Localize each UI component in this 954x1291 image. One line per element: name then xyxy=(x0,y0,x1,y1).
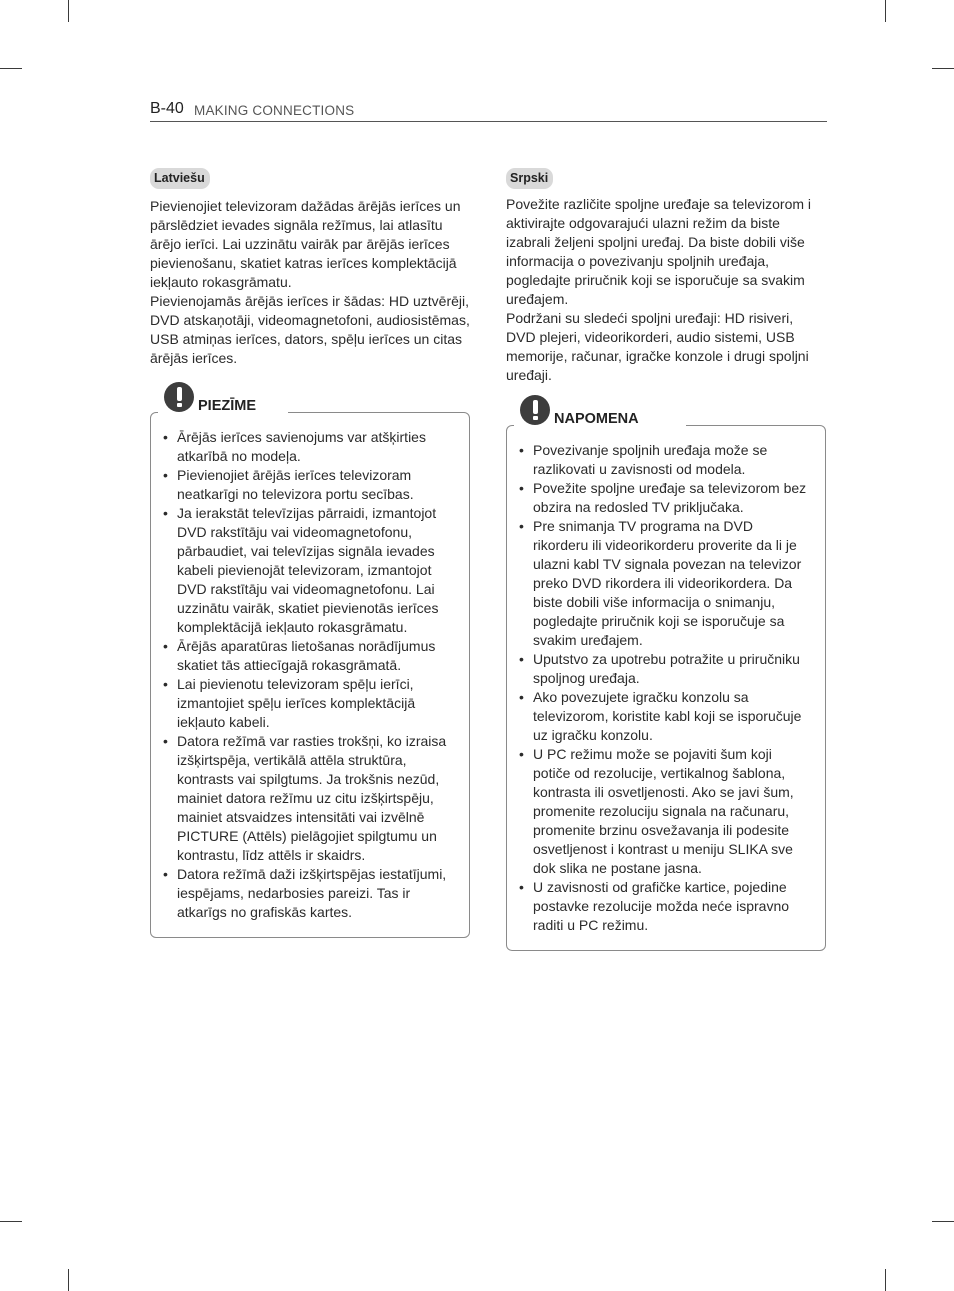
list-item: • Ārējās aparatūras lietošanas norādījumus skatiet tās attiecīgajā rokasgrāmatā. xyxy=(163,638,436,673)
note-title: NAPOMENA xyxy=(554,411,639,427)
crop-mark-bottom-left-h xyxy=(0,1221,22,1222)
note-list xyxy=(150,428,470,938)
list-item: • Datora režīmā var rasties trokšņi, ko izraisa izšķirtspēja, vertikālā attēla struktūra, kontrasts vai spilgtums. Ja trokšnis nezūd, mainiet datora režīmu uz citu izšķirtspēju, mainiet atsvaidzes intensitāti vai izvēlnē PICTURE (Attēls) pielāgojiet spilgtumu un kontrastu, līdz attēls ir skaidrs. xyxy=(163,733,447,863)
list-item: • U PC režimu može se pojaviti šum koji potiče od rezolucije, vertikalnog šablona, kontrasta ili osvetljenosti. Ako se javi šum, promenite rezoluciju signala na računaru, promenite brzinu osvežavanja ili podesite osvetljenost i kontrast u meniju SLIKA sve dok slika ne postane jasna. xyxy=(519,746,794,876)
page-header xyxy=(150,99,827,122)
list-item: • U zavisnosti od grafičke kartice, pojedine postavke rezolucije možda neće ispravno raditi u PC režimu. xyxy=(519,879,790,933)
list-item: • Povezivanje spoljnih uređaja može se razlikovati u zavisnosti od modela. xyxy=(519,442,768,477)
note-title: PIEZĪME xyxy=(198,398,257,414)
section-title: MAKING CONNECTIONS xyxy=(194,103,355,118)
column-latvian xyxy=(150,168,470,938)
crop-mark-top-right-v xyxy=(885,0,886,22)
note-box xyxy=(506,395,826,951)
crop-mark-bottom-right-v xyxy=(885,1269,886,1291)
devices-paragraph: Podržani su sledeći spoljni uređaji: HD risiveri, DVD plejeri, videorikorderi, audio sistemi, USB memorije, računar, igračke konzole i drugi spoljni uređaji. xyxy=(506,310,809,383)
intro-paragraph: Pievienojiet televizoram dažādas ārējās ierīces un pārslēdziet ievades signāla režīmus, lai atlasītu ārējo ierīci. Lai uzzinātu vairāk par ārējās ierīces pievienošanu, skatiet katras ierīces komplektācijā iekļauto rokasgrāmatu. xyxy=(150,198,461,290)
list-item: • Pievienojiet ārējās ierīces televizoram neatkarīgi no televizora portu secības. xyxy=(163,467,414,502)
crop-mark-top-left-h xyxy=(0,68,22,69)
note-box xyxy=(150,382,470,938)
list-item: • Ako povezujete igračku konzolu sa televizorom, koristite kabl koji se isporučuje uz igračku konzolu. xyxy=(519,689,802,743)
language-badge: Latviešu xyxy=(150,168,210,189)
list-item: • Datora režīmā daži izšķirtspējas iestatījumi, iespējams, nedarbosies pareizi. Tas ir atkarīgs no grafiskās kartes. xyxy=(163,866,447,920)
list-item: • Povežite spoljne uređaje sa televizorom bez obzira na redosled TV priključaka. xyxy=(519,480,807,515)
column-serbian xyxy=(506,168,826,951)
exclamation-icon xyxy=(520,395,550,425)
list-item: • Ja ierakstāt televīzijas pārraidi, izmantojot DVD rakstītāju vai videomagnetofonu, pārbaudiet, vai televīzijas signāla ievades kabeli pievienojāt televizoram, izmantojot DVD rakstītāju vai videomagnetofonu. Lai uzzinātu vairāk, skatiet pievienotās ierīces komplektācijā iekļauto rokasgrāmatu. xyxy=(163,505,439,635)
list-item: • Ārējās ierīces savienojums var atšķirties atkarībā no modeļa. xyxy=(163,429,426,464)
crop-mark-top-right-h xyxy=(932,68,954,69)
note-header xyxy=(506,395,826,441)
exclamation-icon xyxy=(164,382,194,412)
note-header xyxy=(150,382,470,428)
intro-paragraph: Povežite različite spoljne uređaje sa televizorom i aktivirajte odgovarajući ulazni režim da biste izabrali željeni spoljni uređaj. Da biste dobili više informacija o povezivanju spoljnih uređaja, pogledajte priručnik koji se isporučuje sa svakim uređajem. xyxy=(506,196,812,307)
note-list xyxy=(506,441,826,951)
devices-paragraph: Pievienojamās ārējās ierīces ir šādas: HD uztvērēji, DVD atskaņotāji, videomagnetofoni, audiosistēmas, USB atmiņas ierīces, dators, spēļu ierīces un citas ārējās ierīces. xyxy=(150,293,470,366)
list-item: • Lai pievienotu televizoram spēļu ierīci, izmantojiet spēļu ierīces komplektācijā iekļauto kabeli. xyxy=(163,676,416,730)
crop-mark-bottom-left-v xyxy=(68,1269,69,1291)
language-badge: Srpski xyxy=(506,168,553,189)
list-item: • Uputstvo za upotrebu potražite u priručniku spoljnog uređaja. xyxy=(519,651,800,686)
crop-mark-bottom-right-h xyxy=(932,1221,954,1222)
list-item: • Pre snimanja TV programa na DVD rikorderu ili videorikorderu proverite da li je ulazni kabl TV signala povezan na televizor preko DVD rikordera ili videorikordera. Da biste dobili više informacija o snimanju, pogledajte priručnik koji se isporučuje sa svakim uređajem. xyxy=(519,518,802,648)
page-number: B-40 xyxy=(150,100,184,117)
crop-mark-top-left-v xyxy=(68,0,69,22)
